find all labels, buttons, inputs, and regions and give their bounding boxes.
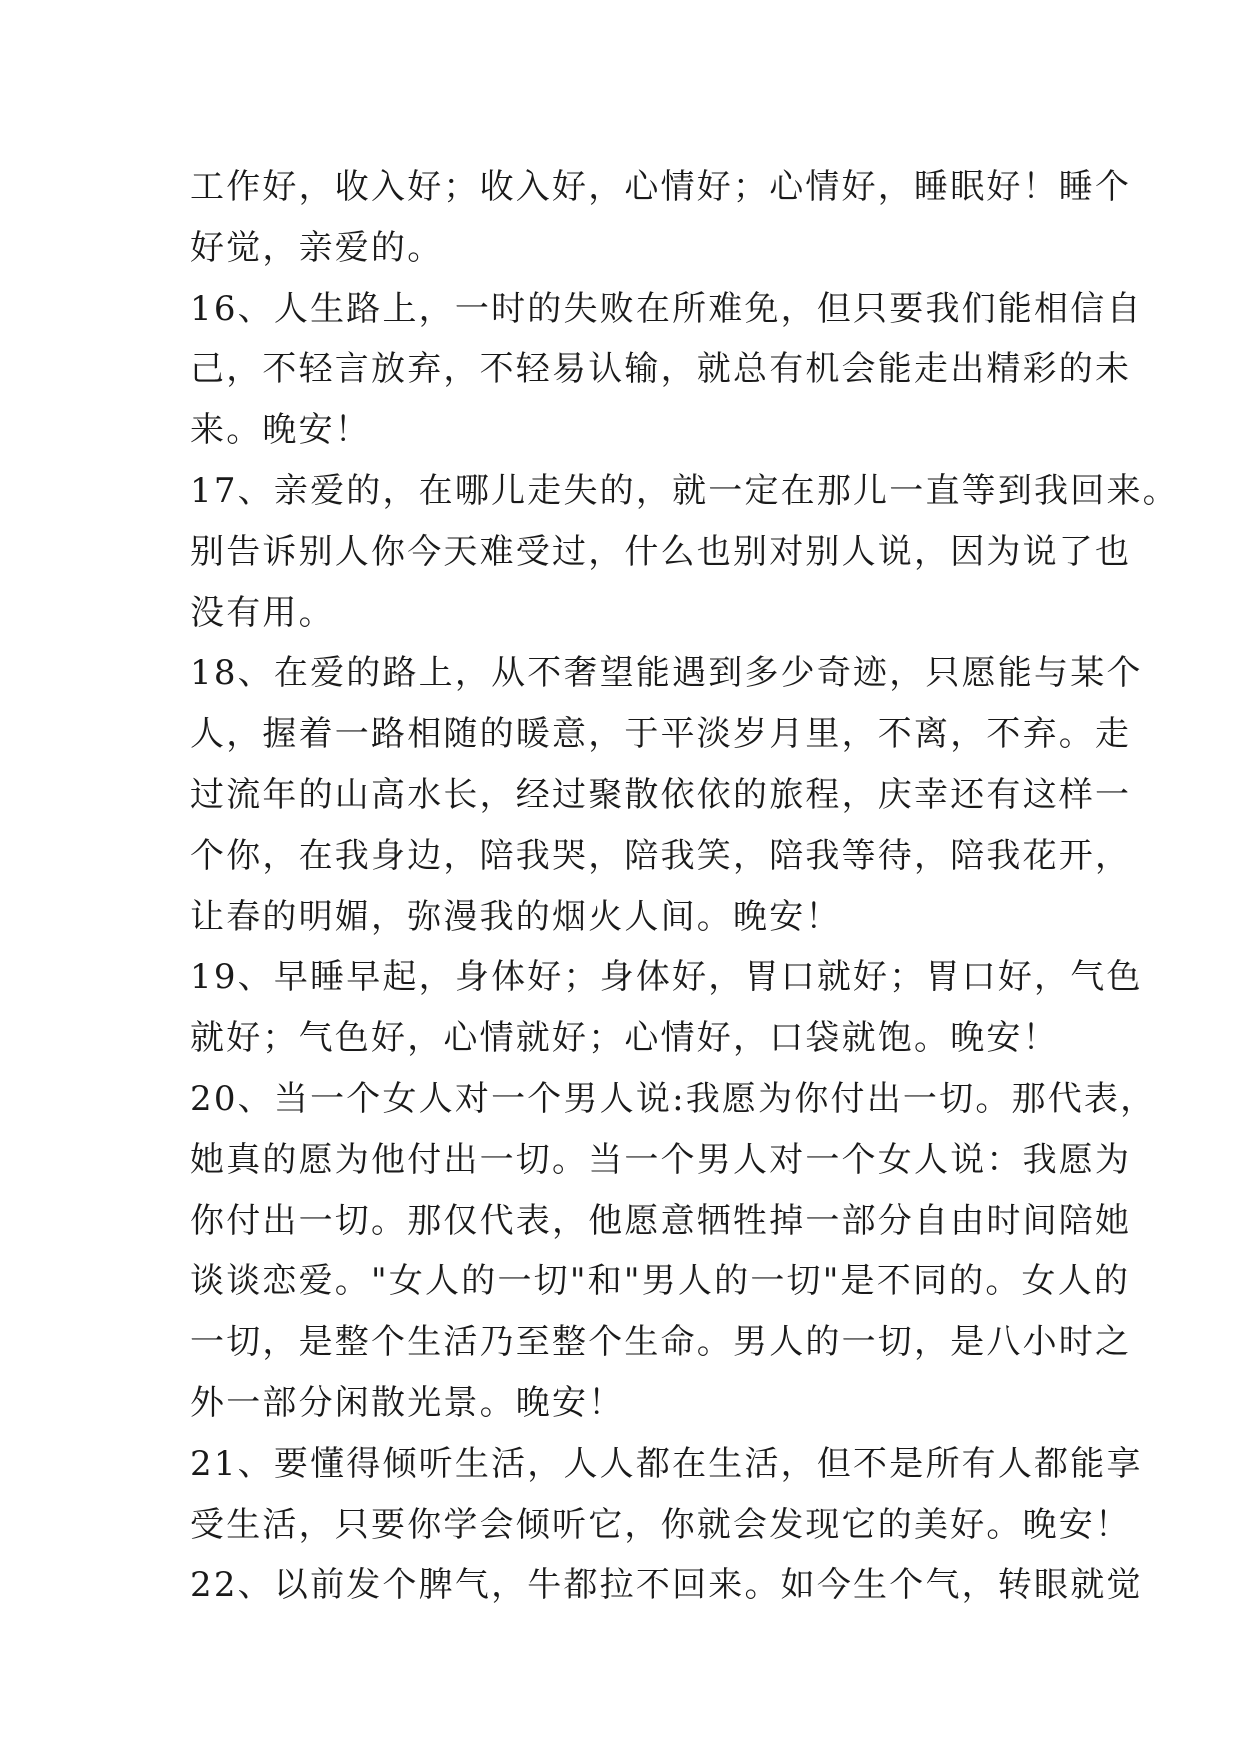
text-line: 20、当一个女人对一个男人说:我愿为你付出一切。那代表， [190, 1078, 1157, 1119]
text-line: 让春的明媚，弥漫我的烟火人间。晚安！ [190, 896, 842, 937]
text-line: 22、以前发个脾气，牛都拉不回来。如今生个气，转眼就觉 [190, 1565, 1143, 1606]
text-line: 19、早睡早起，身体好；身体好，胃口就好；胃口好，气色 [190, 957, 1143, 998]
text-line: 别告诉别人你今天难受过，什么也别对别人说，因为说了也 [190, 531, 1132, 572]
text-line: 己，不轻言放弃，不轻易认输，就总有机会能走出精彩的未 [190, 349, 1132, 390]
text-line: 她真的愿为他付出一切。当一个男人对一个女人说：我愿为 [190, 1139, 1132, 1180]
text-line: 18、在爱的路上，从不奢望能遇到多少奇迹，只愿能与某个 [190, 653, 1143, 694]
text-line: 外一部分闲散光景。晚安！ [190, 1382, 625, 1423]
text-line: 没有用。 [190, 592, 335, 633]
document-body [190, 157, 1179, 1616]
text-line: 谈谈恋爱。"女人的一切"和"男人的一切"是不同的。女人的 [190, 1261, 1131, 1302]
text-line: 一切，是整个生活乃至整个生命。男人的一切，是八小时之 [190, 1322, 1132, 1363]
text-line: 受生活，只要你学会倾听它，你就会发现它的美好。晚安！ [190, 1504, 1132, 1545]
text-line: 来。晚安！ [190, 410, 371, 451]
text-line: 人，握着一路相随的暖意，于平淡岁月里，不离，不弃。走 [190, 714, 1132, 755]
text-line: 21、要懂得倾听生活，人人都在生活，但不是所有人都能享 [190, 1443, 1143, 1484]
text-line: 过流年的山高水长，经过聚散依依的旅程，庆幸还有这样一 [190, 774, 1132, 815]
text-line: 个你，在我身边，陪我哭，陪我笑，陪我等待，陪我花开， [190, 835, 1132, 876]
text-line: 17、亲爱的，在哪儿走失的，就一定在那儿一直等到我回来。 [190, 470, 1179, 511]
text-line: 工作好，收入好；收入好，心情好；心情好，睡眠好！睡个 [190, 167, 1132, 207]
text-line: 你付出一切。那仅代表，他愿意牺牲掉一部分自由时间陪她 [190, 1200, 1132, 1241]
text-line: 好觉，亲爱的。 [190, 227, 444, 268]
text-line: 就好；气色好，心情就好；心情好，口袋就饱。晚安！ [190, 1018, 1059, 1059]
text-line: 16、人生路上，一时的失败在所难免，但只要我们能相信自 [190, 288, 1143, 329]
